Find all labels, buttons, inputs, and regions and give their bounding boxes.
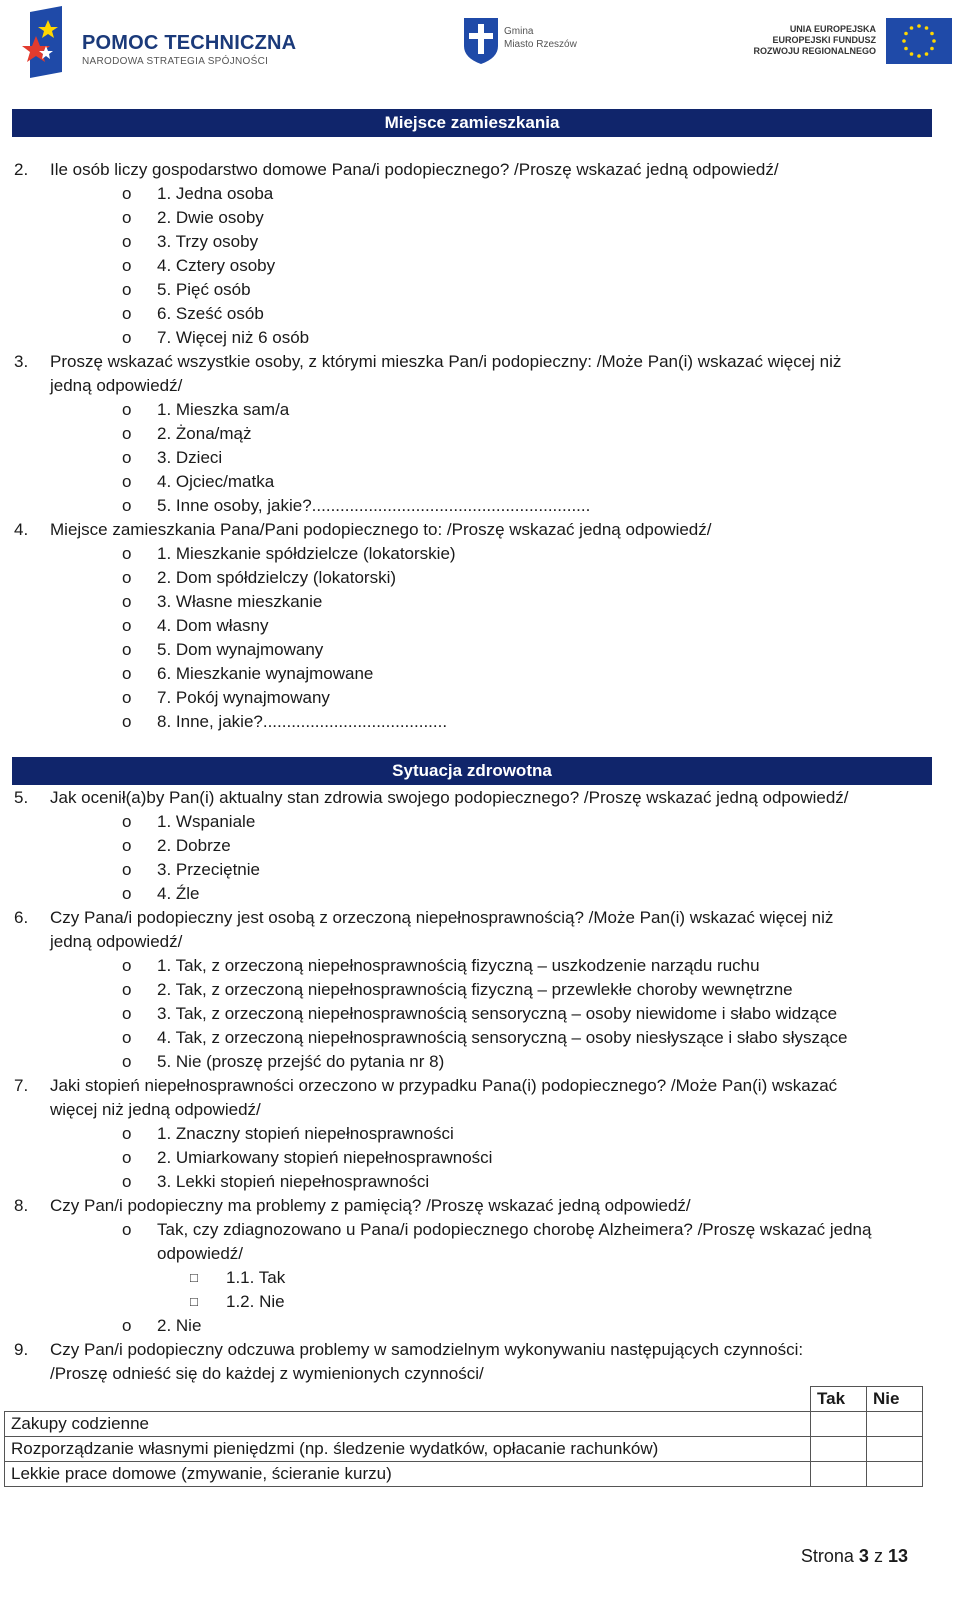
option-bullet[interactable]: o [122,1148,132,1167]
option-bullet[interactable]: o [122,328,132,347]
answer-cell-yes[interactable] [811,1462,867,1487]
answer-cell-no[interactable] [867,1462,923,1487]
option-bullet[interactable]: o [122,1004,132,1023]
option-label: 3. Własne mieszkanie [157,592,323,611]
question-text: Miejsce zamieszkania Pana/Pani podopiecznego to: /Proszę wskazać jedną odpowiedź/ [50,520,712,539]
eu-star-icon [910,26,914,30]
option-bullet[interactable]: o [122,1220,132,1239]
question-number: 6. [14,908,29,927]
option-label: 1. Wspaniale [157,812,256,831]
column-header-yes: Tak [811,1387,867,1412]
column-header-no: Nie [867,1387,923,1412]
question-text-cont: jedną odpowiedź/ [50,376,183,395]
logo-line-miasto: Miasto Rzeszów [504,39,577,50]
option-bullet[interactable]: o [122,688,132,707]
option-bullet[interactable]: o [122,1028,132,1047]
option-bullet[interactable]: o [122,712,132,731]
question-number: 8. [14,1196,29,1215]
logo-line-gmina: Gmina [504,26,534,37]
option-bullet[interactable]: o [122,1172,132,1191]
option-bullet[interactable]: o [122,496,132,515]
question-number: 9. [14,1340,29,1359]
option-label: 4. Ojciec/matka [157,472,275,491]
eu-star-icon [917,54,921,58]
option-label: 2. Żona/mąż [157,424,252,443]
option-label: 7. Pokój wynajmowany [157,688,330,707]
option-bullet[interactable]: o [122,860,132,879]
sub-option-label: 1.2. Nie [226,1292,285,1311]
eu-line-3: ROZWOJU REGIONALNEGO [753,46,876,56]
logo-title: POMOC TECHNICZNA [82,32,297,54]
option-label: 5. Inne osoby, jakie?........................................................... [157,496,591,515]
option-bullet[interactable]: o [122,184,132,203]
answer-cell-yes[interactable] [811,1412,867,1437]
option-label: 2. Dwie osoby [157,208,264,227]
eu-line-1: UNIA EUROPEJSKA [789,24,876,34]
question-text: Czy Pan/i podopieczny odczuwa problemy w samodzielnym wykonywaniu następujących czynności: [50,1340,804,1359]
option-label: 2. Tak, z orzeczoną niepełnosprawnością fizyczną – przewlekłe choroby wewnętrzne [157,980,793,999]
activity-label: Lekkie prace domowe (zmywanie, ścieranie kurzu) [5,1462,811,1487]
option-label: 1. Mieszkanie spółdzielcze (lokatorskie) [157,544,456,563]
pomoc-techniczna-logo [22,6,297,78]
page-header [0,0,960,90]
checkbox-icon[interactable]: □ [190,1270,198,1285]
option-label: 1. Mieszka sam/a [157,400,290,419]
eu-fund-logo [753,18,952,66]
option-label: 4. Źle [157,884,200,903]
option-bullet[interactable]: o [122,208,132,227]
option-label: Tak, czy zdiagnozowano u Pana/i podopiecznego chorobę Alzheimera? /Proszę wskazać jedną [157,1220,872,1239]
option-label: 3. Tak, z orzeczoną niepełnosprawnością sensoryczną – osoby niewidome i słabo widzące [157,1004,838,1023]
option-bullet[interactable]: o [122,1124,132,1143]
activity-label: Rozporządzanie własnymi pieniędzmi (np. śledzenie wydatków, opłacanie rachunków) [5,1437,811,1462]
option-bullet[interactable]: o [122,424,132,443]
answer-cell-yes[interactable] [811,1437,867,1462]
question-text: Jaki stopień niepełnosprawności orzeczono w przypadku Pana(i) podopiecznego? /Może Pan(i) wskazać [50,1076,838,1095]
option-label: 3. Lekki stopień niepełnosprawności [157,1172,430,1191]
option-label: 4. Dom własny [157,616,269,635]
eu-flag-icon [886,18,952,64]
option-label: 6. Sześć osób [157,304,264,323]
option-bullet[interactable]: o [122,980,132,999]
eu-star-icon [917,24,921,28]
table-header-row [5,1387,923,1412]
question-text-cont: /Proszę odnieść się do każdej z wymienionych czynności/ [50,1364,484,1383]
option-bullet[interactable]: o [122,544,132,563]
option-label: 7. Więcej niż 6 osób [157,328,310,347]
page-separator: z [873,1546,883,1566]
question-number: 3. [14,352,29,371]
activities-table [4,1386,923,1487]
option-label: 2. Nie [157,1316,202,1335]
section-header-residence: Miejsce zamieszkania [12,109,932,137]
option-bullet[interactable]: o [122,956,132,975]
question-text: Czy Pana/i podopieczny jest osobą z orzeczoną niepełnosprawnością? /Może Pan(i) wskazać więcej niż [50,908,834,927]
answer-cell-no[interactable] [867,1412,923,1437]
question-text: Proszę wskazać wszystkie osoby, z którymi mieszka Pan/i podopieczny: /Może Pan(i) wskazać więcej niż [50,352,842,371]
option-bullet[interactable]: o [122,640,132,659]
coat-of-arms-icon [464,18,498,64]
eu-star-icon [930,47,934,51]
option-bullet[interactable]: o [122,304,132,323]
option-label: 1. Jedna osoba [157,184,274,203]
eu-star-icon [902,39,906,43]
table-row [5,1437,923,1462]
option-bullet[interactable]: o [122,472,132,491]
table-header-blank [5,1387,811,1412]
option-bullet[interactable]: o [122,256,132,275]
option-label: 5. Dom wynajmowany [157,640,324,659]
sub-option-label: 1.1. Tak [226,1268,286,1287]
option-label: 6. Mieszkanie wynajmowane [157,664,374,683]
option-bullet[interactable]: o [122,1316,132,1335]
option-bullet[interactable]: o [122,664,132,683]
option-bullet[interactable]: o [122,400,132,419]
option-label: 4. Tak, z orzeczoną niepełnosprawnością sensoryczną – osoby niesłyszące i słabo słyszące [157,1028,848,1047]
option-bullet[interactable]: o [122,448,132,467]
question-text-cont: więcej niż jedną odpowiedź/ [50,1100,261,1119]
question-text: Jak ocenił(a)by Pan(i) aktualny stan zdrowia swojego podopiecznego? /Proszę wskazać jedną odpowiedź/ [50,788,849,807]
eu-star-icon [925,26,929,30]
option-label: 2. Dom spółdzielczy (lokatorski) [157,568,397,587]
eu-star-icon [910,52,914,56]
option-bullet[interactable]: o [122,884,132,903]
table-row [5,1462,923,1487]
option-label: 1. Tak, z orzeczoną niepełnosprawnością fizyczną – uszkodzenie narządu ruchu [157,956,760,975]
section-header-health: Sytuacja zdrowotna [12,757,932,785]
option-label: 3. Dzieci [157,448,223,467]
star-flag-icon [22,6,78,78]
page-current: 3 [858,1546,869,1566]
answer-cell-no[interactable] [867,1437,923,1462]
option-label: 3. Trzy osoby [157,232,259,251]
page-number [801,1546,908,1567]
eu-star-icon [930,32,934,36]
question-text-cont: jedną odpowiedź/ [50,932,183,951]
option-label: 3. Przeciętnie [157,860,260,879]
checkbox-icon[interactable]: □ [190,1294,198,1309]
option-bullet[interactable]: o [122,836,132,855]
eu-star-icon [932,39,936,43]
option-label: 2. Dobrze [157,836,231,855]
option-label: 5. Pięć osób [157,280,251,299]
question-text: Czy Pan/i podopieczny ma problemy z pamięcią? /Proszę wskazać jedną odpowiedź/ [50,1196,691,1215]
question-number: 5. [14,788,29,807]
option-label-cont: odpowiedź/ [157,1244,244,1263]
option-bullet[interactable]: o [122,280,132,299]
option-bullet[interactable]: o [122,568,132,587]
option-label: 1. Znaczny stopień niepełnosprawności [157,1124,454,1143]
option-label: 4. Cztery osoby [157,256,276,275]
option-bullet[interactable]: o [122,592,132,611]
option-label: 8. Inne, jakie?....................................... [157,712,448,731]
gmina-rzeszow-logo [464,18,594,66]
option-bullet[interactable]: o [122,616,132,635]
page-prefix: Strona [800,1546,854,1566]
activity-label: Zakupy codzienne [5,1412,811,1437]
option-label: 5. Nie (proszę przejść do pytania nr 8) [157,1052,445,1071]
question-number: 2. [14,160,29,179]
table-row [5,1412,923,1437]
eu-star-icon [925,52,929,56]
eu-star-icon [904,47,908,51]
option-label: 2. Umiarkowany stopień niepełnosprawności [157,1148,493,1167]
question-number: 7. [14,1076,29,1095]
option-bullet[interactable]: o [122,1052,132,1071]
page-total: 13 [887,1546,908,1566]
eu-star-icon [904,32,908,36]
question-text: Ile osób liczy gospodarstwo domowe Pana/i podopiecznego? /Proszę wskazać jedną odpowiedź/ [50,160,779,179]
question-number: 4. [14,520,29,539]
option-bullet[interactable]: o [122,232,132,251]
eu-line-2: EUROPEJSKI FUNDUSZ [772,35,876,45]
eu-logo-text [753,24,876,57]
logo-subtitle: NARODOWA STRATEGIA SPÓJNOŚCI [82,56,269,67]
option-bullet[interactable]: o [122,812,132,831]
